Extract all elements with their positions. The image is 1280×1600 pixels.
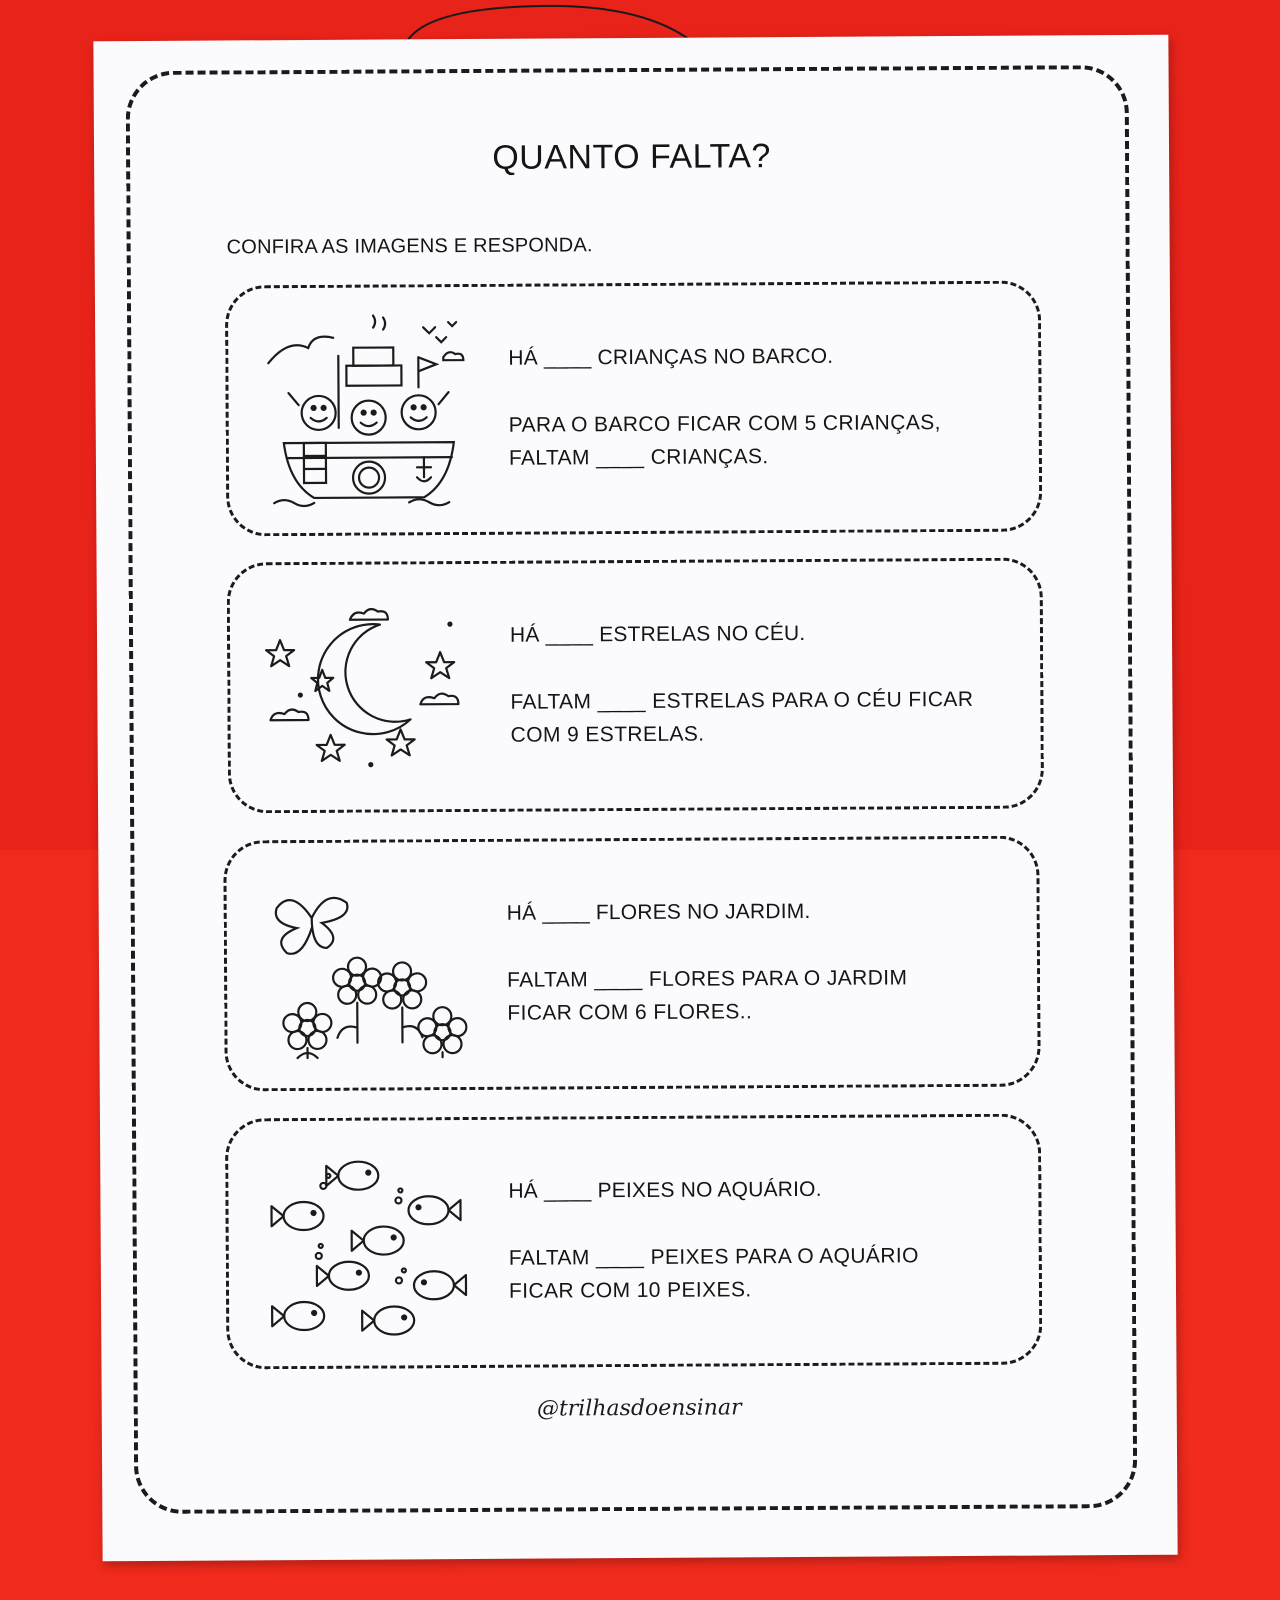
fish-icon	[258, 1140, 469, 1346]
instruction-text: CONFIRA AS IMAGENS E RESPONDA.	[226, 234, 593, 259]
question-line-1: HÁ ____ FLORES NO JARDIM.	[506, 899, 811, 925]
question-line-1: HÁ ____ ESTRELAS NO CÉU.	[509, 621, 806, 647]
flowers-butterfly-icon	[256, 862, 467, 1068]
question-line-2: FALTAM ____ PEIXES PARA O AQUÁRIO FICAR COM 10 PEIXES.	[508, 1244, 919, 1303]
author-handle: @trilhasdoensinar	[536, 1395, 742, 1422]
question-card-boat	[225, 281, 1043, 537]
question-line-2: PARA O BARCO FICAR COM 5 CRIANÇAS, FALTAM ____ CRIANÇAS.	[508, 411, 941, 470]
worksheet-page	[93, 35, 1177, 1562]
question-card-flowers	[223, 836, 1041, 1092]
question-line-1: HÁ ____ CRIANÇAS NO BARCO.	[508, 344, 834, 370]
page-title: QUANTO FALTA?	[492, 137, 771, 177]
moon-stars-icon	[260, 584, 471, 790]
question-line-2: FALTAM ____ ESTRELAS PARA O CÉU FICAR COM 9 ESTRELAS.	[510, 687, 974, 747]
question-line-2: FALTAM ____ FLORES PARA O JARDIM FICAR COM 6 FLORES..	[507, 966, 908, 1025]
boat-children-icon	[258, 307, 469, 513]
question-card-fish	[225, 1114, 1043, 1370]
question-line-1: HÁ ____ PEIXES NO AQUÁRIO.	[508, 1177, 822, 1203]
question-card-stars	[227, 558, 1045, 814]
